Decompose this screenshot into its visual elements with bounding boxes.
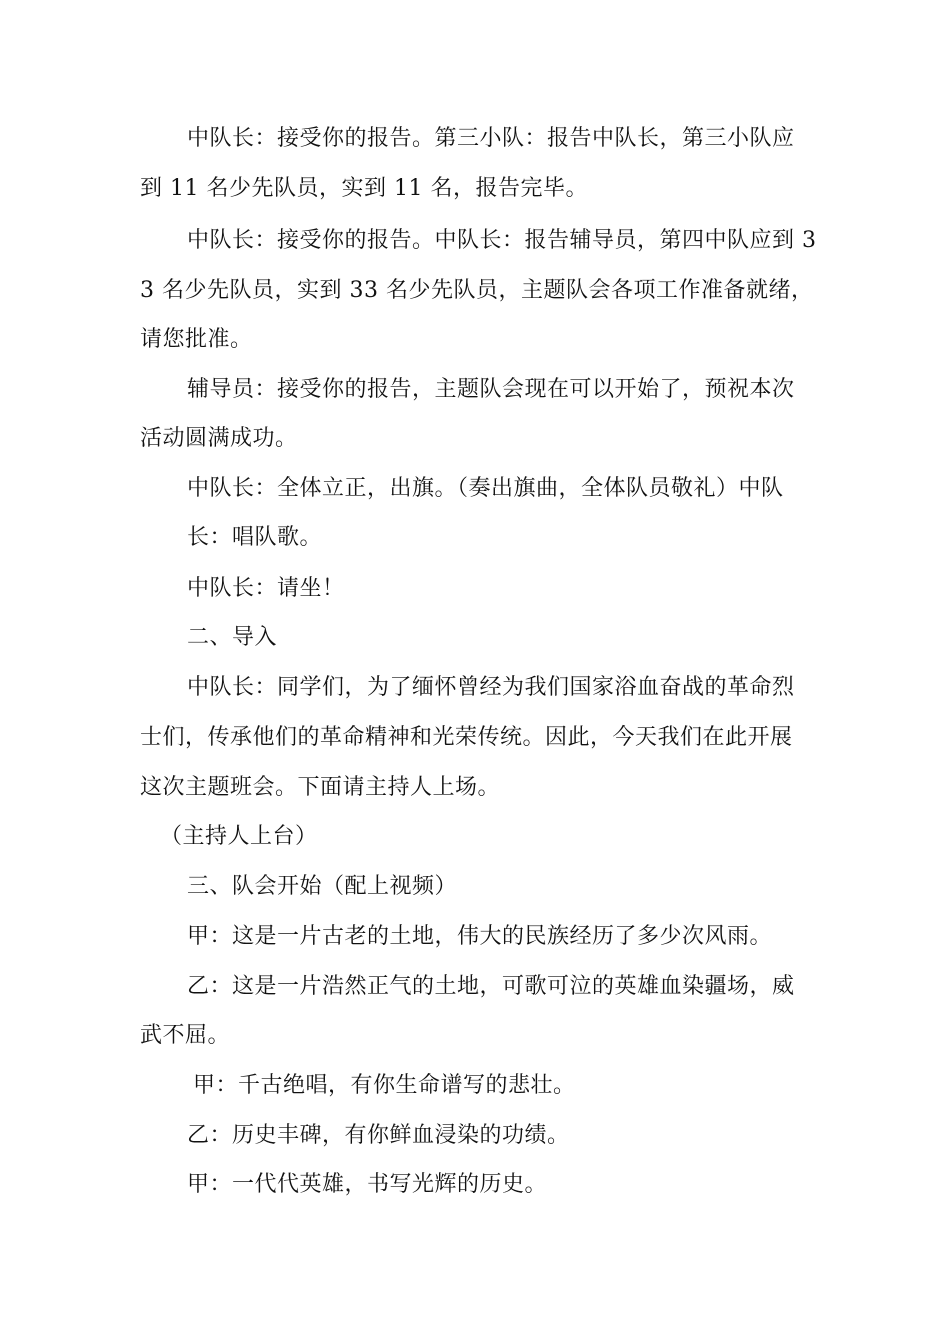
text-line: 辅导员：接受你的报告，主题队会现在可以开始了，预祝本次: [187, 377, 795, 402]
text-line: 甲：一代代英雄，书写光辉的历史。: [187, 1172, 548, 1197]
text-line: 甲：这是一片古老的土地，伟大的民族经历了多少次风雨。: [187, 924, 773, 949]
text-line: 乙：这是一片浩然正气的土地，可歌可泣的英雄血染疆场，威: [187, 974, 795, 999]
text-line: 乙：历史丰碑，有你鲜血浸染的功绩。: [187, 1123, 570, 1148]
text-line: 中队长：同学们，为了缅怀曾经为我们国家浴血奋战的革命烈: [187, 675, 795, 700]
text-line: 中队长：接受你的报告。第三小队：报告中队长，第三小队应: [187, 126, 795, 151]
text-line: 这次主题班会。下面请主持人上场。: [140, 775, 501, 800]
text-line: 武不屈。: [140, 1023, 231, 1048]
text-line: 士们，传承他们的革命精神和光荣传统。因此，今天我们在此开展: [140, 725, 793, 750]
text-line: 中队长：请坐！: [187, 576, 345, 601]
text-line: （主持人上台）: [160, 824, 318, 849]
section-heading: 二、导入: [187, 625, 278, 650]
text-line: 中队长：接受你的报告。中队长：报告辅导员，第四中队应到 3: [187, 228, 817, 253]
text-line: 长：唱队歌。: [187, 525, 323, 550]
text-line: 活动圆满成功。: [140, 426, 298, 451]
section-heading: 三、队会开始（配上视频）: [187, 874, 458, 899]
text-line: 请您批准。: [140, 327, 253, 352]
text-line: 3 名少先队员，实到 33 名少先队员，主题队会各项工作准备就绪，: [140, 278, 814, 303]
text-line: 甲：千古绝唱，有你生命谱写的悲壮。: [193, 1073, 576, 1098]
text-line: 到 11 名少先队员，实到 11 名，报告完毕。: [140, 176, 588, 201]
text-line: 中队长：全体立正，出旗。（奏出旗曲，全体队员敬礼）中队: [187, 476, 784, 501]
